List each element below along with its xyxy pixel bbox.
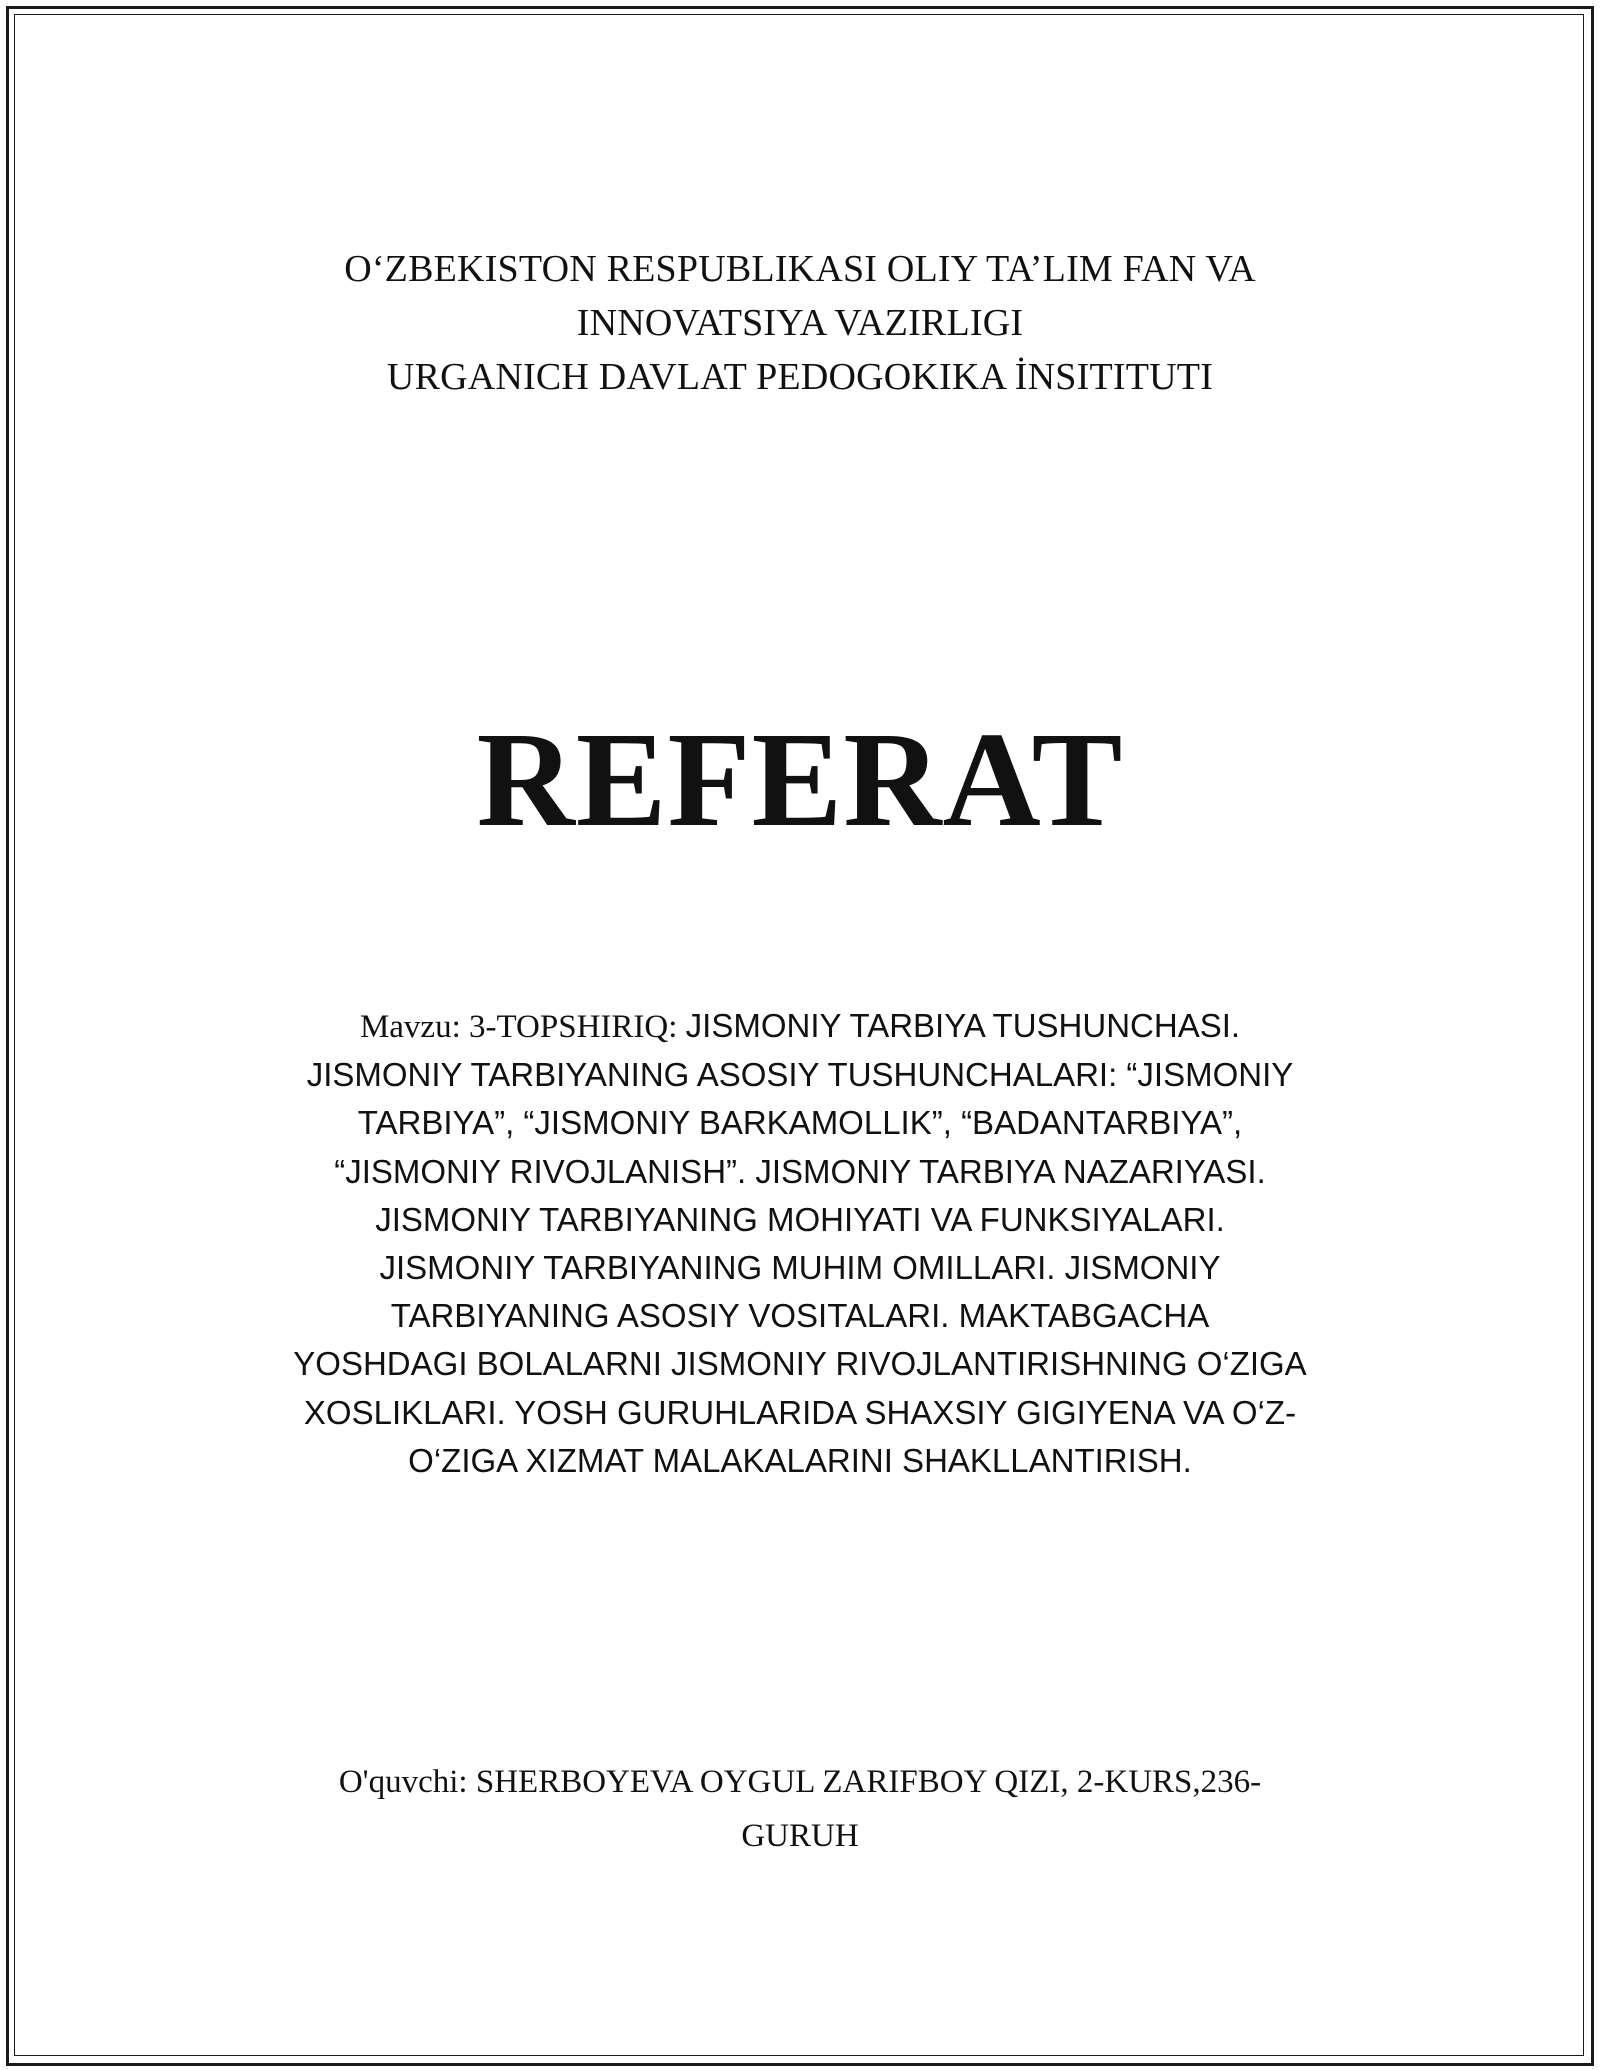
document-title: REFERAT: [476, 705, 1124, 855]
topic-line: YOSHDAGI BOLALARNI JISMONIY RIVOJLANTIRISHNING O‘ZIGA: [293, 1345, 1307, 1383]
topic-line: TARBIYANING ASOSIY VOSITALARI. MAKTABGACHA: [390, 1297, 1210, 1335]
student-info: [0, 1755, 1600, 1863]
topic-line: [0, 1002, 1600, 1051]
header-line: URGANICH DAVLAT PEDOGOKIKA İNSITITUTI: [386, 356, 1214, 398]
topic-text: JISMONIY TARBIYA TUSHUNCHASI.: [685, 1007, 1241, 1044]
topic-line: “JISMONIY RIVOJLANISH”. JISMONIY TARBIYA NAZARIYASI.: [334, 1152, 1266, 1190]
topic-line: XOSLIKLARI. YOSH GURUHLARIDA SHAXSIY GIGIYENA VA O‘Z-: [303, 1393, 1297, 1431]
student-line: GURUH: [741, 1818, 859, 1854]
student-line: O'quvchi: SHERBOYEVA OYGUL ZARIFBOY QIZI, 2-KURS,236-: [338, 1764, 1262, 1800]
header-line: O‘ZBEKISTON RESPUBLIKASI OLIY TA’LIM FAN VA: [344, 248, 1256, 290]
topic-line: TARBIYA”, “JISMONIY BARKAMOLLIK”, “BADANTARBIYA”,: [357, 1104, 1243, 1142]
ministry-header: [0, 242, 1600, 404]
topic-label: Mavzu: 3-TOPSHIRIQ:: [359, 1009, 686, 1045]
topic-line: O‘ZIGA XIZMAT MALAKALARINI SHAKLLANTIRISH.: [408, 1441, 1192, 1479]
topic-block: [0, 1002, 1600, 1485]
topic-line: JISMONIY TARBIYANING ASOSIY TUSHUNCHALARI: “JISMONIY: [306, 1056, 1294, 1094]
topic-line: JISMONIY TARBIYANING MOHIYATI VA FUNKSIYALARI.: [375, 1200, 1225, 1238]
topic-line: JISMONIY TARBIYANING MUHIM OMILLARI. JISMONIY: [379, 1249, 1221, 1287]
header-line: INNOVATSIYA VAZIRLIGI: [576, 302, 1024, 344]
